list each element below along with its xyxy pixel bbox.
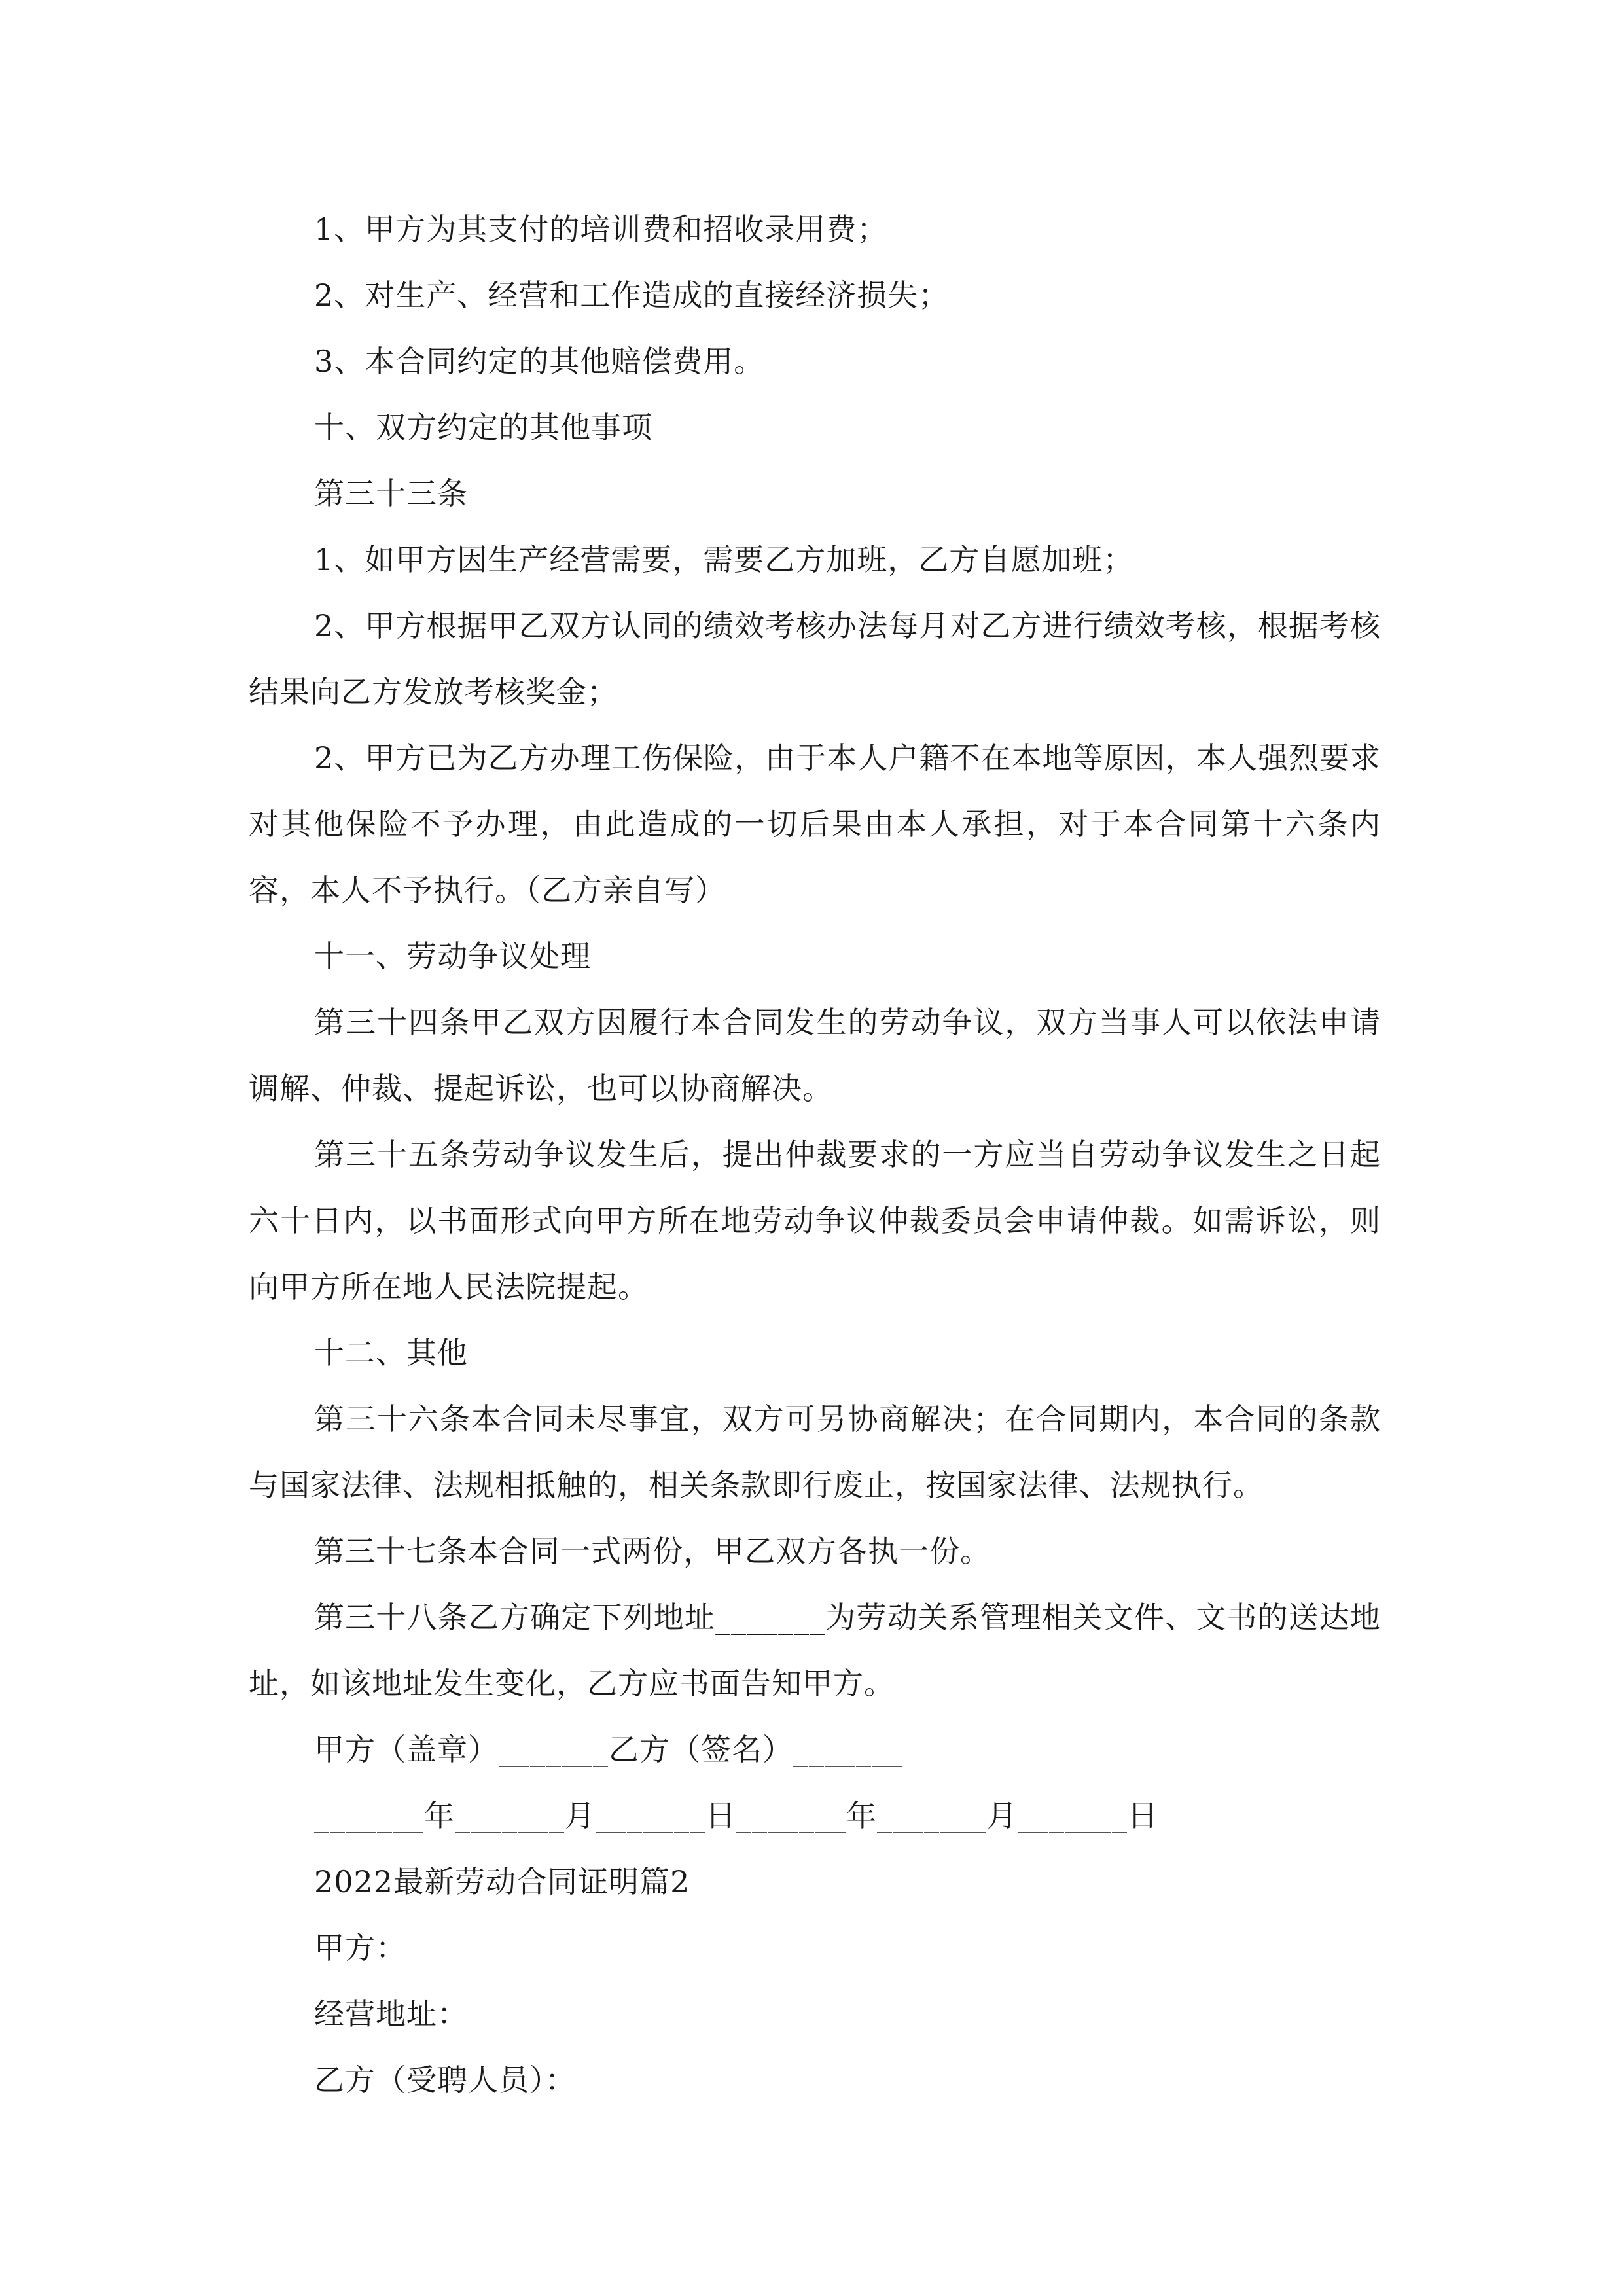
clause-overtime: 1、如甲方因生产经营需要，需要乙方加班，乙方自愿加班； (314, 542, 1134, 577)
article-35: 第三十五条劳动争议发生后，提出仲裁要求的一方应当自劳动争议发生之日起六十日内，以书面形式向甲方所在地劳动争议仲裁委员会申请仲裁。如需诉讼，则向甲方所在地人民法院提起。 (249, 1137, 1381, 1304)
article-34: 第三十四条甲乙双方因履行本合同发生的劳动争议，双方当事人可以依法申请调解、仲裁、提起诉讼，也可以协商解决。 (249, 1005, 1381, 1106)
document-body (249, 196, 1381, 2113)
signature-line: 甲方（盖章）_______乙方（签名）_______ (314, 1732, 903, 1767)
section-heading-other-matters: 十、双方约定的其他事项 (314, 410, 652, 445)
article-37: 第三十七条本合同一式两份，甲乙双方各执一份。 (314, 1534, 991, 1569)
section-heading-other: 十二、其他 (314, 1335, 468, 1371)
section-heading-labor-dispute: 十一、劳动争议处理 (314, 939, 591, 974)
business-address-label: 经营地址： (314, 1996, 468, 2032)
article-38: 第三十八条乙方确定下列地址_______为劳动关系管理相关文件、文书的送达地址，如该地址发生变化，乙方应书面告知甲方。 (249, 1600, 1381, 1701)
clause-injury-insurance: 2、甲方已为乙方办理工伤保险，由于本人户籍不在本地等原因，本人强烈要求对其他保险不予办理，由此造成的一切后果由本人承担，对于本合同第十六条内容，本人不予执行。（乙方亲自写） (249, 740, 1381, 908)
section-title-part-2: 2022最新劳动合同证明篇2 (314, 1864, 690, 1899)
party-b-label: 乙方（受聘人员）： (314, 2062, 576, 2098)
clause-direct-loss: 2、对生产、经营和工作造成的直接经济损失； (314, 278, 950, 313)
article-36: 第三十六条本合同未尽事宜，双方可另协商解决；在合同期内，本合同的条款与国家法律、法规相抵触的，相关条款即行废止，按国家法律、法规执行。 (249, 1401, 1381, 1503)
date-line: _______年_______月_______日_______年_______月_______日 (314, 1798, 1158, 1833)
clause-performance-bonus: 2、甲方根据甲乙双方认同的绩效考核办法每月对乙方进行绩效考核，根据考核结果向乙方发放考核奖金； (249, 608, 1381, 709)
clause-other-compensation: 3、本合同约定的其他赔偿费用。 (314, 344, 765, 379)
article-33-heading: 第三十三条 (314, 476, 468, 511)
clause-training-fee: 1、甲方为其支付的培训费和招收录用费； (314, 211, 888, 247)
party-a-label: 甲方： (314, 1930, 406, 1965)
